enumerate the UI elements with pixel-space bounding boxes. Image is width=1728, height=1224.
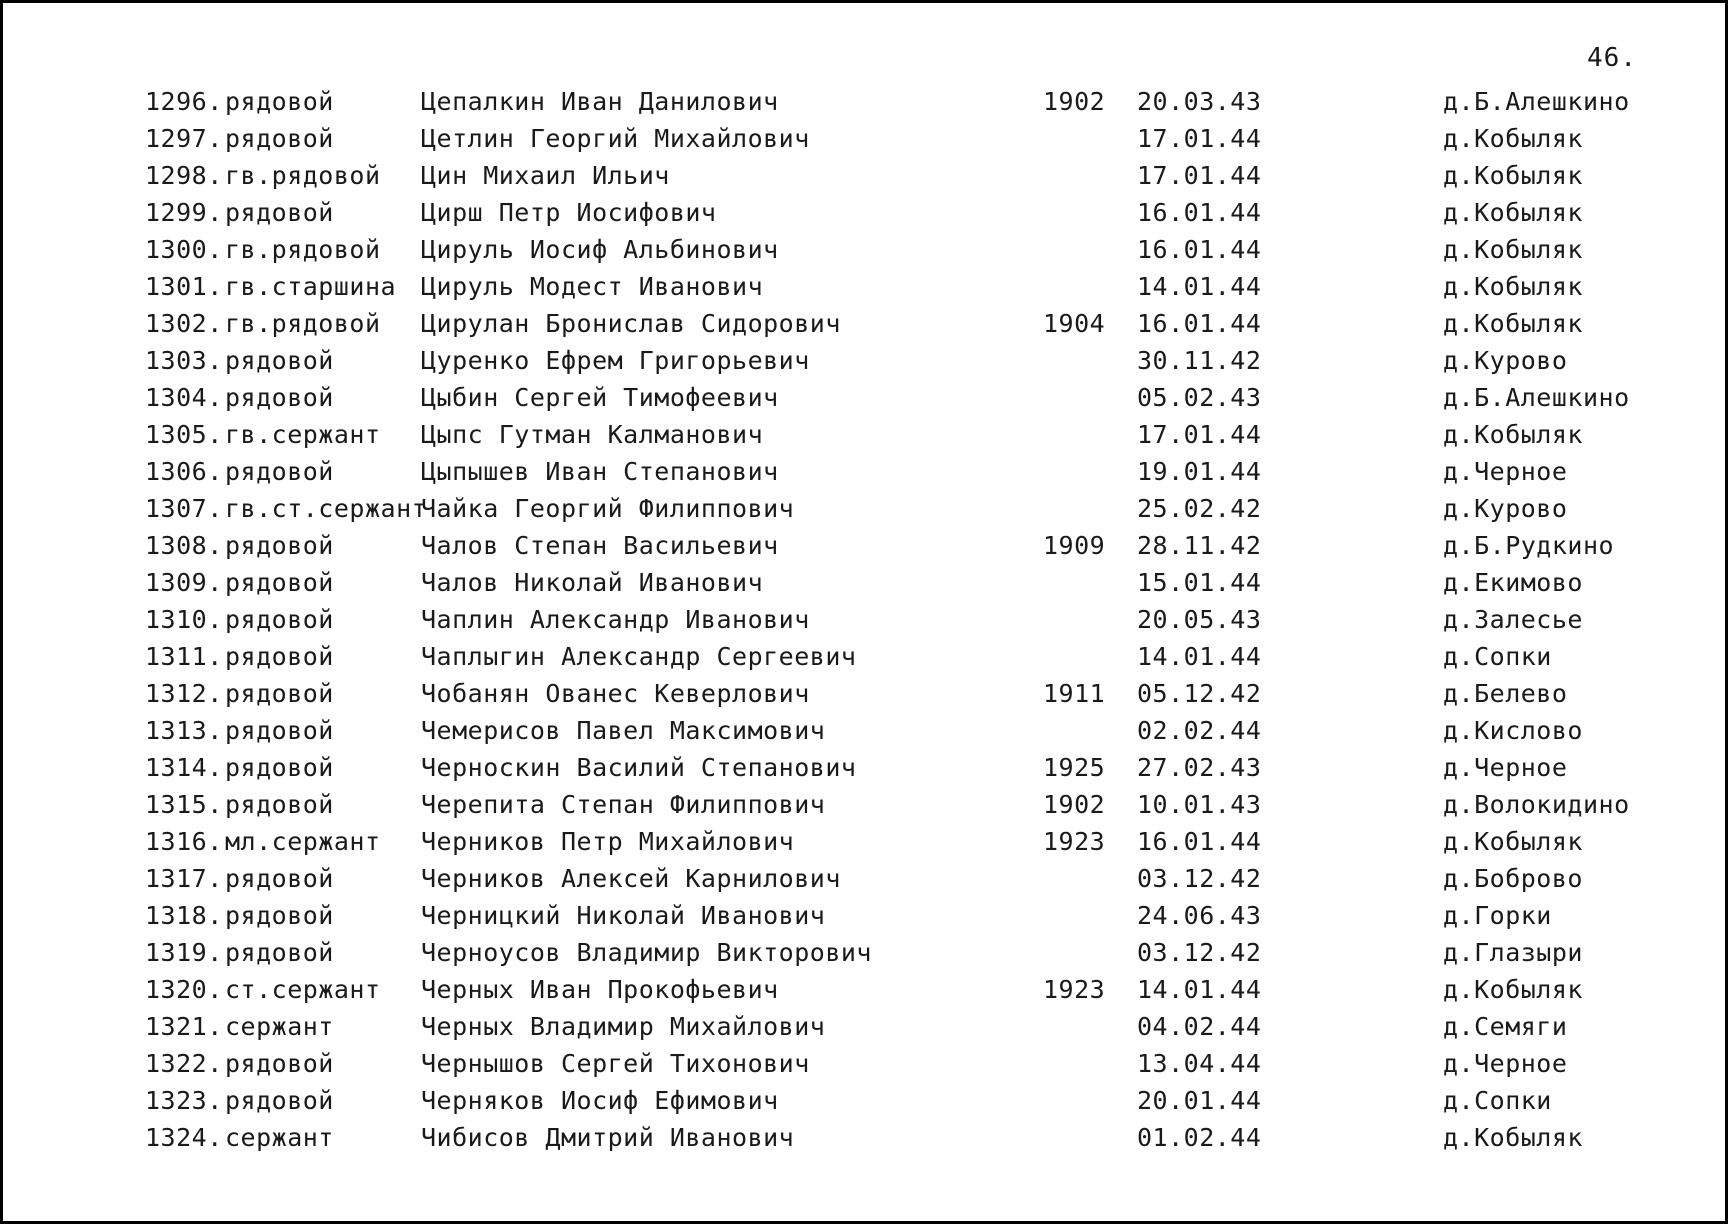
record-number: 1324.: [145, 1123, 223, 1152]
record-birth-year: 1911: [1043, 679, 1106, 708]
record-rank: рядовой: [225, 938, 334, 967]
record-place: д.Глазыри: [1443, 938, 1583, 967]
record-number: 1314.: [145, 753, 223, 782]
record-number: 1298.: [145, 161, 223, 190]
record-date: 16.01.44: [1137, 309, 1262, 338]
record-name: Чобанян Ованес Кеверлович: [421, 679, 810, 708]
record-number: 1296.: [145, 87, 223, 116]
record-name: Чаплин Александр Иванович: [421, 605, 810, 634]
record-date: 14.01.44: [1137, 272, 1262, 301]
record-name: Черников Петр Михайлович: [421, 827, 795, 856]
record-name: Черных Иван Прокофьевич: [421, 975, 779, 1004]
record-number: 1312.: [145, 679, 223, 708]
table-row: [3, 1008, 1728, 1045]
table-row: [3, 823, 1728, 860]
record-rank: рядовой: [225, 198, 334, 227]
record-date: 28.11.42: [1137, 531, 1262, 560]
table-row: [3, 860, 1728, 897]
record-name: Цуренко Ефрем Григорьевич: [421, 346, 810, 375]
table-row: [3, 971, 1728, 1008]
table-row: [3, 231, 1728, 268]
record-rank: рядовой: [225, 1049, 334, 1078]
record-name: Чайка Георгий Филиппович: [421, 494, 795, 523]
record-date: 15.01.44: [1137, 568, 1262, 597]
record-name: Цепалкин Иван Данилович: [421, 87, 779, 116]
record-date: 25.02.42: [1137, 494, 1262, 523]
record-place: д.Сопки: [1443, 642, 1552, 671]
record-date: 05.12.42: [1137, 679, 1262, 708]
record-place: д.Боброво: [1443, 864, 1583, 893]
record-date: 27.02.43: [1137, 753, 1262, 782]
record-place: д.Кобыляк: [1443, 198, 1583, 227]
record-number: 1323.: [145, 1086, 223, 1115]
record-rank: рядовой: [225, 901, 334, 930]
table-row: [3, 786, 1728, 823]
record-rank: рядовой: [225, 1086, 334, 1115]
record-name: Черноусов Владимир Викторович: [421, 938, 872, 967]
table-row: [3, 416, 1728, 453]
record-rank: сержант: [225, 1123, 334, 1152]
record-name: Цируль Иосиф Альбинович: [421, 235, 779, 264]
record-place: д.Б.Алешкино: [1443, 383, 1630, 412]
record-place: д.Курово: [1443, 346, 1568, 375]
record-date: 30.11.42: [1137, 346, 1262, 375]
record-name: Цируль Модест Иванович: [421, 272, 764, 301]
record-name: Черняков Иосиф Ефимович: [421, 1086, 779, 1115]
record-name: Черепита Степан Филиппович: [421, 790, 826, 819]
table-row: [3, 1119, 1728, 1156]
record-name: Цыпс Гутман Калманович: [421, 420, 764, 449]
record-place: д.Кобыляк: [1443, 272, 1583, 301]
record-number: 1310.: [145, 605, 223, 634]
record-place: д.Кобыляк: [1443, 827, 1583, 856]
table-row: [3, 342, 1728, 379]
record-date: 14.01.44: [1137, 642, 1262, 671]
record-number: 1318.: [145, 901, 223, 930]
record-date: 05.02.43: [1137, 383, 1262, 412]
record-number: 1319.: [145, 938, 223, 967]
record-number: 1303.: [145, 346, 223, 375]
record-place: д.Б.Алешкино: [1443, 87, 1630, 116]
record-place: д.Курово: [1443, 494, 1568, 523]
record-date: 04.02.44: [1137, 1012, 1262, 1041]
record-place: д.Черное: [1443, 457, 1568, 486]
record-number: 1306.: [145, 457, 223, 486]
record-rank: сержант: [225, 1012, 334, 1041]
table-row: [3, 934, 1728, 971]
record-name: Черников Алексей Карнилович: [421, 864, 841, 893]
record-date: 17.01.44: [1137, 124, 1262, 153]
record-name: Чаплыгин Александр Сергеевич: [421, 642, 857, 671]
record-name: Чернышов Сергей Тихонович: [421, 1049, 810, 1078]
record-date: 17.01.44: [1137, 420, 1262, 449]
table-row: [3, 120, 1728, 157]
table-row: [3, 305, 1728, 342]
record-date: 03.12.42: [1137, 864, 1262, 893]
table-row: [3, 749, 1728, 786]
record-date: 03.12.42: [1137, 938, 1262, 967]
table-row: [3, 675, 1728, 712]
record-rank: гв.ст.сержант: [225, 494, 428, 523]
record-date: 24.06.43: [1137, 901, 1262, 930]
record-rank: рядовой: [225, 679, 334, 708]
record-birth-year: 1904: [1043, 309, 1106, 338]
record-rank: рядовой: [225, 864, 334, 893]
record-rank: рядовой: [225, 124, 334, 153]
record-place: д.Кобыляк: [1443, 161, 1583, 190]
record-name: Цетлин Георгий Михайлович: [421, 124, 810, 153]
record-place: д.Черное: [1443, 753, 1568, 782]
record-number: 1321.: [145, 1012, 223, 1041]
record-place: д.Белево: [1443, 679, 1568, 708]
record-number: 1301.: [145, 272, 223, 301]
table-row: [3, 268, 1728, 305]
record-place: д.Залесье: [1443, 605, 1583, 634]
record-date: 02.02.44: [1137, 716, 1262, 745]
record-rank: рядовой: [225, 753, 334, 782]
record-rank: гв.сержант: [225, 420, 381, 449]
record-number: 1307.: [145, 494, 223, 523]
record-rank: рядовой: [225, 383, 334, 412]
record-place: д.Семяги: [1443, 1012, 1568, 1041]
record-place: д.Волокидино: [1443, 790, 1630, 819]
record-birth-year: 1902: [1043, 790, 1106, 819]
record-name: Черных Владимир Михайлович: [421, 1012, 826, 1041]
record-rank: рядовой: [225, 568, 334, 597]
record-place: д.Сопки: [1443, 1086, 1552, 1115]
record-rank: рядовой: [225, 346, 334, 375]
record-rank: рядовой: [225, 531, 334, 560]
record-place: д.Кислово: [1443, 716, 1583, 745]
record-rank: рядовой: [225, 716, 334, 745]
table-row: [3, 379, 1728, 416]
table-row: [3, 527, 1728, 564]
record-name: Чалов Степан Васильевич: [421, 531, 779, 560]
record-place: д.Горки: [1443, 901, 1552, 930]
record-number: 1316.: [145, 827, 223, 856]
record-rank: гв.старшина: [225, 272, 397, 301]
record-birth-year: 1923: [1043, 975, 1106, 1004]
record-name: Чемерисов Павел Максимович: [421, 716, 826, 745]
record-date: 16.01.44: [1137, 827, 1262, 856]
record-date: 17.01.44: [1137, 161, 1262, 190]
record-rank: мл.сержант: [225, 827, 381, 856]
record-date: 16.01.44: [1137, 198, 1262, 227]
record-name: Чалов Николай Иванович: [421, 568, 764, 597]
record-number: 1317.: [145, 864, 223, 893]
record-date: 20.01.44: [1137, 1086, 1262, 1115]
record-place: д.Кобыляк: [1443, 1123, 1583, 1152]
record-place: д.Б.Рудкино: [1443, 531, 1615, 560]
record-rank: рядовой: [225, 605, 334, 634]
record-name: Цыбин Сергей Тимофеевич: [421, 383, 779, 412]
record-number: 1305.: [145, 420, 223, 449]
record-date: 13.04.44: [1137, 1049, 1262, 1078]
record-number: 1299.: [145, 198, 223, 227]
record-date: 16.01.44: [1137, 235, 1262, 264]
record-name: Цыпышев Иван Степанович: [421, 457, 779, 486]
table-row: [3, 1045, 1728, 1082]
record-number: 1297.: [145, 124, 223, 153]
record-rank: рядовой: [225, 87, 334, 116]
table-row: [3, 194, 1728, 231]
record-number: 1304.: [145, 383, 223, 412]
record-date: 20.03.43: [1137, 87, 1262, 116]
table-row: [3, 564, 1728, 601]
record-number: 1309.: [145, 568, 223, 597]
table-row: [3, 83, 1728, 120]
record-date: 01.02.44: [1137, 1123, 1262, 1152]
table-row: [3, 712, 1728, 749]
record-date: 20.05.43: [1137, 605, 1262, 634]
record-place: д.Кобыляк: [1443, 975, 1583, 1004]
table-row: [3, 1082, 1728, 1119]
table-row: [3, 638, 1728, 675]
record-place: д.Кобыляк: [1443, 309, 1583, 338]
record-number: 1308.: [145, 531, 223, 560]
record-birth-year: 1923: [1043, 827, 1106, 856]
record-date: 14.01.44: [1137, 975, 1262, 1004]
record-birth-year: 1925: [1043, 753, 1106, 782]
record-rank: гв.рядовой: [225, 309, 381, 338]
record-rank: рядовой: [225, 642, 334, 671]
record-place: д.Кобыляк: [1443, 420, 1583, 449]
record-birth-year: 1902: [1043, 87, 1106, 116]
record-date: 10.01.43: [1137, 790, 1262, 819]
record-rank: гв.рядовой: [225, 161, 381, 190]
table-row: [3, 453, 1728, 490]
record-date: 19.01.44: [1137, 457, 1262, 486]
table-row: [3, 490, 1728, 527]
record-name: Цин Михаил Ильич: [421, 161, 670, 190]
table-row: [3, 157, 1728, 194]
record-number: 1300.: [145, 235, 223, 264]
record-place: д.Екимово: [1443, 568, 1583, 597]
page-number: 46.: [1587, 43, 1637, 73]
record-name: Цирш Петр Иосифович: [421, 198, 717, 227]
record-number: 1302.: [145, 309, 223, 338]
record-rank: рядовой: [225, 790, 334, 819]
record-list: [3, 83, 1728, 1156]
record-number: 1311.: [145, 642, 223, 671]
table-row: [3, 601, 1728, 638]
record-place: д.Кобыляк: [1443, 124, 1583, 153]
record-place: д.Кобыляк: [1443, 235, 1583, 264]
record-name: Чибисов Дмитрий Иванович: [421, 1123, 795, 1152]
record-number: 1322.: [145, 1049, 223, 1078]
record-name: Черноскин Василий Степанович: [421, 753, 857, 782]
record-number: 1320.: [145, 975, 223, 1004]
table-row: [3, 897, 1728, 934]
record-rank: рядовой: [225, 457, 334, 486]
record-rank: гв.рядовой: [225, 235, 381, 264]
record-number: 1315.: [145, 790, 223, 819]
record-name: Черницкий Николай Иванович: [421, 901, 826, 930]
record-name: Цирулан Бронислав Сидорович: [421, 309, 841, 338]
record-rank: ст.сержант: [225, 975, 381, 1004]
record-number: 1313.: [145, 716, 223, 745]
record-place: д.Черное: [1443, 1049, 1568, 1078]
record-birth-year: 1909: [1043, 531, 1106, 560]
